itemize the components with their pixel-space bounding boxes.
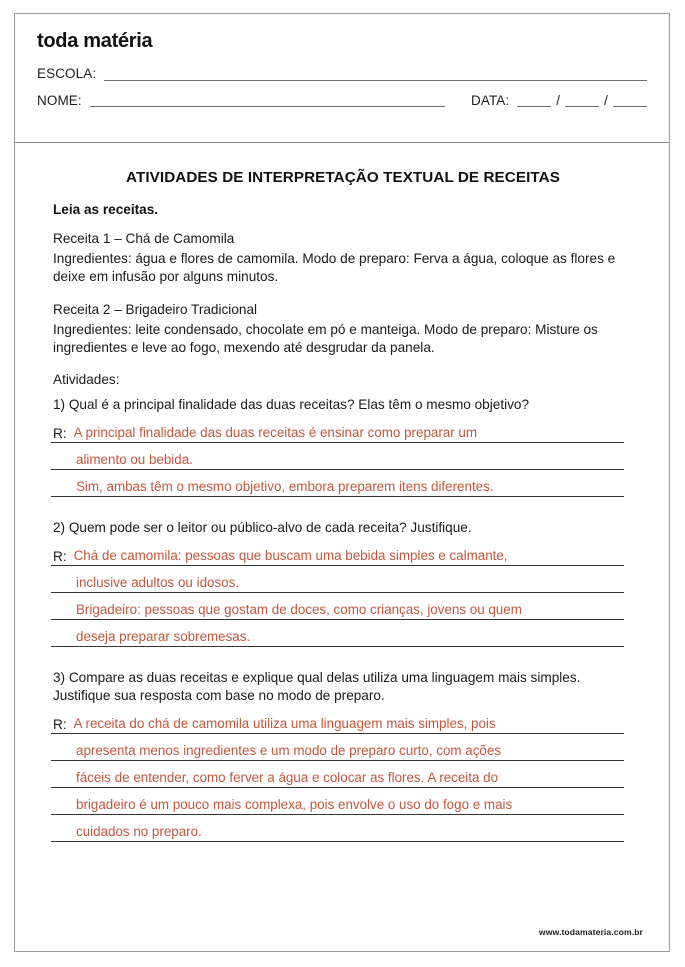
answer-text: fáceis de entender, como ferver a água e colocar as flores. A receita do xyxy=(76,769,499,785)
escola-label: ESCOLA: xyxy=(37,66,97,81)
data-slash-1: / xyxy=(556,92,561,108)
answer-text: deseja preparar sobremesas. xyxy=(76,628,251,644)
footer-url: www.todamateria.com.br xyxy=(538,927,643,937)
answer-prefix: R: xyxy=(53,716,67,732)
answer-line[interactable] xyxy=(51,470,624,497)
answer-text: A receita do chá de camomila utiliza uma linguagem mais simples, pois xyxy=(73,715,496,731)
answer-line[interactable] xyxy=(51,443,624,470)
worksheet-header xyxy=(15,14,669,143)
answer-text: apresenta menos ingredientes e um modo de preparo curto, com ações xyxy=(76,742,502,758)
answer-line[interactable] xyxy=(51,761,624,788)
answer-text: inclusive adultos ou idosos. xyxy=(76,574,240,590)
answer-text: cuidados no preparo. xyxy=(76,823,202,839)
question-3-answer-block xyxy=(51,707,635,842)
escola-input-line[interactable] xyxy=(104,69,647,81)
activities-label: Atividades: xyxy=(53,372,120,388)
question-3-text: 3) Compare as duas receitas e explique qual delas utiliza uma linguagem mais simples. Justifique sua resposta com base no modo de preparo. xyxy=(53,670,581,704)
nome-input-line[interactable] xyxy=(90,95,445,107)
nome-data-field-row xyxy=(37,94,647,108)
answer-prefix: R: xyxy=(53,425,67,441)
answer-text: brigadeiro é um pouco mais complexa, pois envolve o uso do fogo e mais xyxy=(76,796,513,812)
answer-line[interactable] xyxy=(51,566,624,593)
answer-text: Brigadeiro: pessoas que gostam de doces, como crianças, jovens ou quem xyxy=(76,601,522,617)
recipe-2-title: Receita 2 – Brigadeiro Tradicional xyxy=(53,301,258,317)
recipe-1-title: Receita 1 – Chá de Camomila xyxy=(53,231,235,246)
answer-line[interactable] xyxy=(51,416,624,443)
question-2-answer-block xyxy=(51,539,635,647)
recipe-2-body: Ingredientes: leite condensado, chocolate em pó e manteiga. Modo de preparo: Misture os ingredientes e leve ao fogo, mexendo até desgrudar da panela. xyxy=(53,321,598,356)
data-year-input[interactable] xyxy=(613,95,647,107)
data-month-input[interactable] xyxy=(565,95,599,107)
data-field-group xyxy=(471,94,647,108)
answer-line[interactable] xyxy=(51,788,624,815)
worksheet-content xyxy=(15,143,669,842)
answer-line[interactable] xyxy=(51,734,624,761)
instruction-lead: Leia as receitas. xyxy=(53,202,159,217)
question-1-text: 1) Qual é a principal finalidade das duas receitas? Elas têm o mesmo objetivo? xyxy=(53,397,530,413)
data-label: DATA: xyxy=(471,92,510,108)
data-slash-2: / xyxy=(604,92,608,108)
answer-text: Sim, ambas têm o mesmo objetivo, embora preparem itens diferentes. xyxy=(76,478,494,494)
answer-line[interactable] xyxy=(51,815,624,842)
nome-label: NOME: xyxy=(37,92,82,108)
answer-text: alimento ou bebida. xyxy=(76,451,193,467)
recipe-1-body: Ingredientes: água e flores de camomila. Modo de preparo: Ferva a água, coloque as flores e deixe em infusão por alguns minutos. xyxy=(53,251,616,285)
answer-prefix: R: xyxy=(53,548,67,564)
escola-field-row xyxy=(37,67,647,81)
worksheet-page xyxy=(14,13,670,952)
question-1-answer-block xyxy=(51,416,635,497)
question-2-text: 2) Quem pode ser o leitor ou público-alvo de cada receita? Justifique. xyxy=(53,520,472,536)
data-day-input[interactable] xyxy=(517,95,551,107)
answer-line[interactable] xyxy=(51,593,624,620)
brand-logo: toda matéria xyxy=(37,30,153,52)
page-title: ATIVIDADES DE INTERPRETAÇÃO TEXTUAL DE RECEITAS xyxy=(126,169,560,186)
answer-line[interactable] xyxy=(51,707,624,734)
answer-line[interactable] xyxy=(51,539,624,566)
answer-text: A principal finalidade das duas receitas é ensinar como preparar um xyxy=(73,424,478,440)
answer-text: Chá de camomila: pessoas que buscam uma bebida simples e calmante, xyxy=(73,547,508,563)
answer-line[interactable] xyxy=(51,620,624,647)
